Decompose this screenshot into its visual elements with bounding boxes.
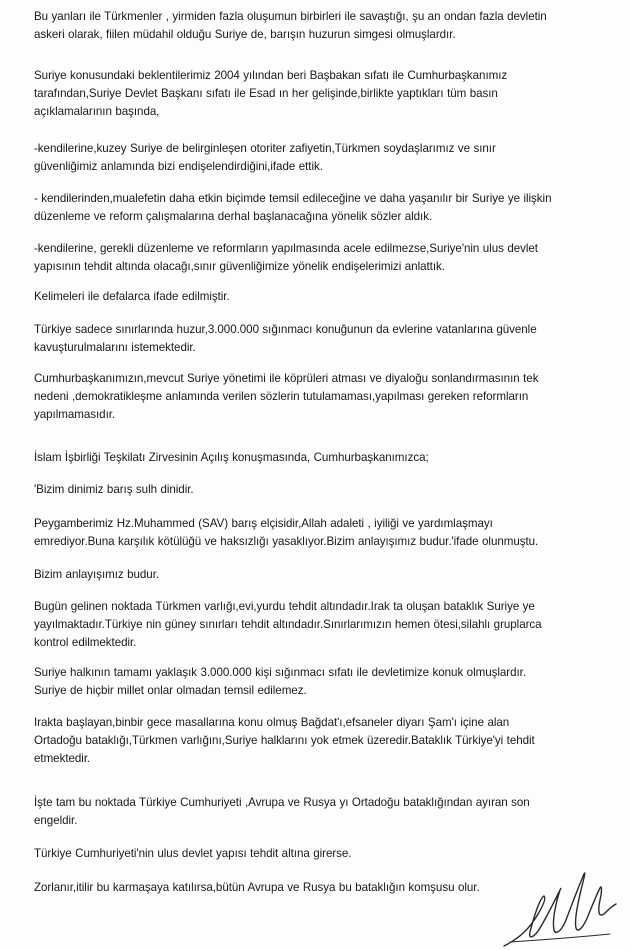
paragraph-line: - kendilerinden,mualefetin daha etkin biçimde temsil edileceğine ve daha yaşanılır bir Suriye ye ilişkin <box>34 192 552 205</box>
paragraph-line: 'Bizim dinimiz barış sulh dinidir. <box>34 483 194 496</box>
paragraph-line: askeri olarak, fiilen müdahil olduğu Suriye de, barışın huzurun simgesi olmuşlardır. <box>34 28 456 41</box>
paragraph-3 <box>34 140 620 176</box>
paragraph-line: İslam İşbirliği Teşkilatı Zirvesinin Açılış konuşmasında, Cumhurbaşkanımızca; <box>34 451 429 464</box>
paragraph-line: Türkiye sadece sınırlarında huzur,3.000.000 sığınmacı konuğunun da evlerine vatanlarına güvenle <box>34 323 537 336</box>
paragraph-16 <box>34 794 620 830</box>
paragraph-line: Suriye de hiçbir millet onlar olmadan temsil edilemez. <box>34 684 307 697</box>
paragraph-15 <box>34 714 620 768</box>
paragraph-12 <box>34 566 620 584</box>
paragraph-line: İşte tam bu noktada Türkiye Cumhuriyeti ,Avrupa ve Rusya yı Ortadoğu bataklığından ayıran son <box>34 796 530 809</box>
paragraph-line: yayılmaktadır.Türkiye nin güney sınırları tehdit altındadır.Sınırlarımızın hemen ötesi,silahlı gruplarca <box>34 618 542 631</box>
paragraph-14 <box>34 664 620 700</box>
paragraph-line: tarafından,Suriye Devlet Başkanı sıfatı ile Esad ın her gelişinde,birlikte yaptıkları tüm basın <box>34 87 498 100</box>
paragraph-17 <box>34 845 620 863</box>
paragraph-9 <box>34 449 620 467</box>
paragraph-line: nedeni ,demokratikleşme anlamında verilen sözlerin tutulamaması,yapılması gereken reformların <box>34 390 529 403</box>
paragraph-line: Cumhurbaşkanımızın,mevcut Suriye yönetimi ile köprüleri atması ve diyaloğu sonlandırmasının tek <box>34 372 539 385</box>
paragraph-line: düzenleme ve reform çalışmalarına derhal başlanacağına yönelik sözler aldık. <box>34 210 433 223</box>
paragraph-8 <box>34 370 620 424</box>
paragraph-line: açıklamalarının başında, <box>34 105 160 118</box>
paragraph-line: Suriye halkının tamamı yaklaşık 3.000.000 kişi sığınmacı sıfatı ile devletimize konuk olmuşlardır. <box>34 666 526 679</box>
paragraph-line: -kendilerine, gerekli düzenleme ve reformların yapılmasında acele edilmezse,Suriye'nin ulus devlet <box>34 242 538 255</box>
paragraph-line: emrediyor.Buna karşılık kötülüğü ve haksızlığı yasaklıyor.Bizim anlayışımız budur.'ifade olunmuştu. <box>34 535 539 548</box>
paragraph-11 <box>34 515 620 551</box>
paragraph-line: yapısının tehdit altında olacağı,sınır güvenliğimize yönelik endişelerimizi anlattık. <box>34 260 445 273</box>
paragraph-line: Kelimeleri ile defalarca ifade edilmiştir. <box>34 290 230 303</box>
paragraph-line: Bugün gelinen noktada Türkmen varlığı,evi,yurdu tehdit altındadır.Irak ta oluşan bataklık Suriye ye <box>34 600 535 613</box>
paragraph-7 <box>34 321 620 357</box>
paragraph-line: Zorlanır,itilir bu karmaşaya katılırsa,bütün Avrupa ve Rusya bu bataklığın komşusu olur. <box>34 881 480 894</box>
paragraph-line: Suriye konusundaki beklentilerimiz 2004 yılından beri Başbakan sıfatı ile Cumhurbaşkanımız <box>34 69 508 82</box>
paragraph-line: Peygamberimiz Hz.Muhammed (SAV) barış elçisidir,Allah adaleti , iyiliği ve yardımlaşmayı <box>34 517 493 530</box>
paragraph-line: güvenliğimiz anlamında bizi endişelendirdiğini,ifade ettik. <box>34 160 323 173</box>
paragraph-line: Bu yanları ile Türkmenler , yirmiden fazla oluşumun birbirleri ile savaştığı, şu an ondan fazla devletin <box>34 10 547 23</box>
paragraph-4 <box>34 190 620 226</box>
paragraph-line: Irakta başlayan,binbir gece masallarına konu olmuş Bağdat'ı,efsaneler diyarı Şam'ı içine alan <box>34 716 510 729</box>
paragraph-6 <box>34 288 620 306</box>
paragraph-line: Ortadoğu bataklığı,Türkmen varlığını,Suriye halklarını yok etmek üzeredir.Bataklık Türkiye'yi tehdit <box>34 734 535 747</box>
paragraph-line: Türkiye Cumhuriyeti'nin ulus devlet yapısı tehdit altına girerse. <box>34 847 352 860</box>
paragraph-line: -kendilerine,kuzey Suriye de belirginleşen otoriter zafiyetin,Türkmen soydaşlarımız ve sınır <box>34 142 496 155</box>
paragraph-10 <box>34 481 620 499</box>
paragraph-line: kontrol edilmektedir. <box>34 636 137 649</box>
paragraph-line: yapılmamasıdır. <box>34 408 116 421</box>
paragraph-1 <box>34 8 620 44</box>
paragraph-2 <box>34 67 620 121</box>
paragraph-line: kavuşturulmalarını istemektedir. <box>34 341 196 354</box>
paragraph-13 <box>34 598 620 652</box>
paragraph-line: etmektedir. <box>34 752 91 765</box>
handwritten-signature-icon <box>500 868 620 950</box>
paragraph-line: engeldir. <box>34 814 78 827</box>
paragraph-line: Bizim anlayışımız budur. <box>34 568 160 581</box>
paragraph-5 <box>34 240 620 276</box>
